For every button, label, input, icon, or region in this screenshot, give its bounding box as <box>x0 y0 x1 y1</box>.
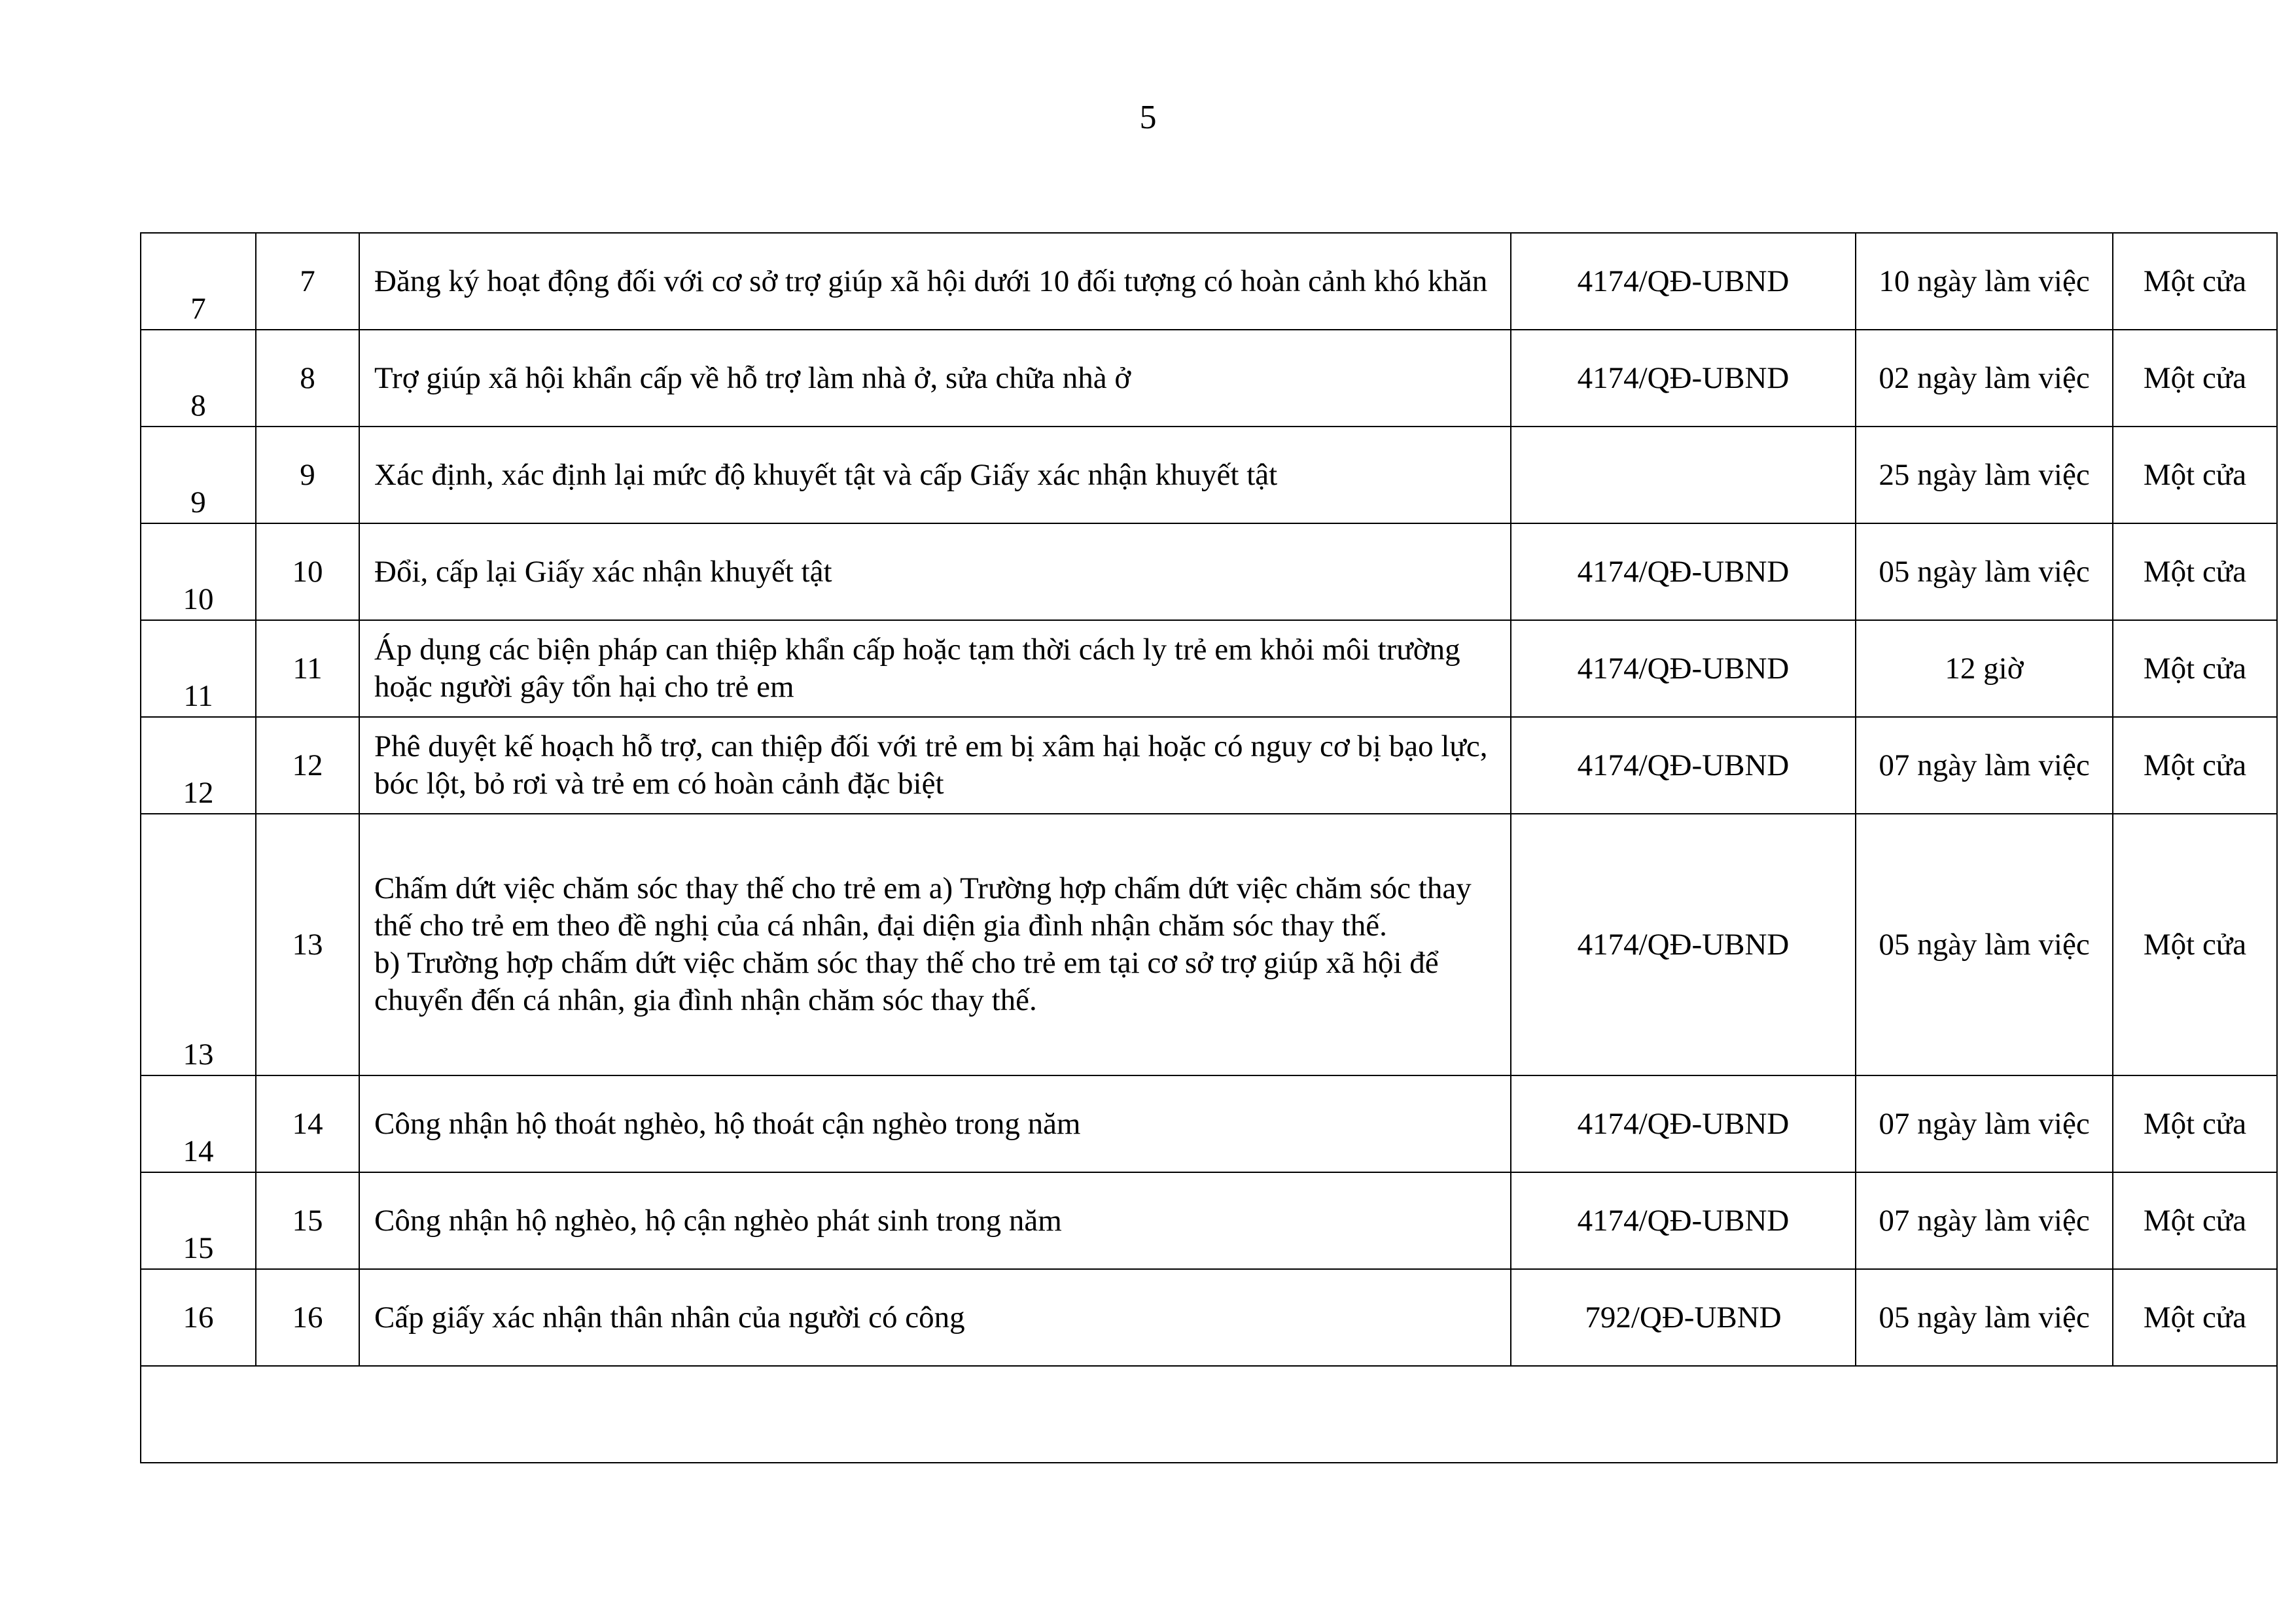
page-number: 5 <box>1139 99 1157 136</box>
processing-time: 07 ngày làm việc <box>1856 717 2113 814</box>
processing-mode: Một cửa <box>2113 523 2277 620</box>
processing-mode: Một cửa <box>2113 1075 2277 1172</box>
decision-number: 792/QĐ-UBND <box>1511 1269 1856 1366</box>
processing-time: 10 ngày làm việc <box>1856 233 2113 330</box>
table-row <box>141 523 2277 620</box>
table-row <box>141 330 2277 427</box>
row-index: 11 <box>141 620 256 717</box>
processing-mode: Một cửa <box>2113 1172 2277 1269</box>
table-row <box>141 427 2277 523</box>
procedure-name-line: Công nhận hộ thoát nghèo, hộ thoát cận nghèo trong năm <box>374 1106 1081 1141</box>
row-index: 12 <box>141 717 256 814</box>
processing-time: 07 ngày làm việc <box>1856 1075 2113 1172</box>
processing-mode: Một cửa <box>2113 717 2277 814</box>
procedure-name <box>359 427 1511 523</box>
processing-time: 25 ngày làm việc <box>1856 427 2113 523</box>
row-index: 14 <box>141 1075 256 1172</box>
procedure-name-line: Chấm dứt việc chăm sóc thay thế cho trẻ em a) Trường hợp chấm dứt việc chăm sóc thay thế cho trẻ em theo đề nghị của cá nhân, đại diện gia đình nhận chăm sóc thay thế. <box>374 871 1472 943</box>
table-row <box>141 1075 2277 1172</box>
procedure-number: 11 <box>256 620 359 717</box>
table-row <box>141 814 2277 1075</box>
empty-merged-cell <box>141 1366 2277 1463</box>
procedure-name <box>359 1075 1511 1172</box>
processing-time: 05 ngày làm việc <box>1856 523 2113 620</box>
processing-time: 07 ngày làm việc <box>1856 1172 2113 1269</box>
empty-table-row <box>141 1366 2277 1463</box>
procedure-name <box>359 717 1511 814</box>
decision-number: 4174/QĐ-UBND <box>1511 523 1856 620</box>
procedure-name <box>359 1269 1511 1366</box>
procedure-name <box>359 233 1511 330</box>
table-row <box>141 1172 2277 1269</box>
procedure-name <box>359 620 1511 717</box>
decision-number: 4174/QĐ-UBND <box>1511 330 1856 427</box>
processing-mode: Một cửa <box>2113 814 2277 1075</box>
procedure-name-line: Phê duyệt kế hoạch hỗ trợ, can thiệp đối với trẻ em bị xâm hại hoặc có nguy cơ bị bạo lực, bóc lột, bỏ rơi và trẻ em có hoàn cảnh đặc biệt <box>374 729 1488 801</box>
procedure-name-line: Đổi, cấp lại Giấy xác nhận khuyết tật <box>374 554 832 589</box>
decision-number: 4174/QĐ-UBND <box>1511 717 1856 814</box>
processing-mode: Một cửa <box>2113 1269 2277 1366</box>
processing-time: 12 giờ <box>1856 620 2113 717</box>
procedure-name <box>359 523 1511 620</box>
procedure-number: 16 <box>256 1269 359 1366</box>
decision-number <box>1511 427 1856 523</box>
procedure-name-line: Áp dụng các biện pháp can thiệp khẩn cấp hoặc tạm thời cách ly trẻ em khỏi môi trường hoặc người gây tổn hại cho trẻ em <box>374 633 1460 704</box>
procedure-name-line: Công nhận hộ nghèo, hộ cận nghèo phát sinh trong năm <box>374 1203 1062 1238</box>
processing-time: 02 ngày làm việc <box>1856 330 2113 427</box>
procedure-number: 8 <box>256 330 359 427</box>
decision-number: 4174/QĐ-UBND <box>1511 1075 1856 1172</box>
procedure-number: 12 <box>256 717 359 814</box>
procedure-number: 14 <box>256 1075 359 1172</box>
procedure-name <box>359 1172 1511 1269</box>
row-index: 15 <box>141 1172 256 1269</box>
table-row <box>141 1269 2277 1366</box>
row-index: 8 <box>141 330 256 427</box>
procedure-name-line: Đăng ký hoạt động đối với cơ sở trợ giúp xã hội dưới 10 đối tượng có hoàn cảnh khó khăn <box>374 264 1488 298</box>
procedure-number: 10 <box>256 523 359 620</box>
processing-mode: Một cửa <box>2113 330 2277 427</box>
row-index: 16 <box>141 1269 256 1366</box>
procedure-name-line: b) Trường hợp chấm dứt việc chăm sóc thay thế cho trẻ em tại cơ sở trợ giúp xã hội để chuyển đến cá nhân, gia đình nhận chăm sóc thay thế. <box>374 946 1439 1017</box>
table-row <box>141 233 2277 330</box>
procedure-number: 15 <box>256 1172 359 1269</box>
procedure-name-line: Xác định, xác định lại mức độ khuyết tật và cấp Giấy xác nhận khuyết tật <box>374 457 1278 492</box>
decision-number: 4174/QĐ-UBND <box>1511 814 1856 1075</box>
procedure-name-line: Trợ giúp xã hội khẩn cấp về hỗ trợ làm nhà ở, sửa chữa nhà ở <box>374 360 1131 395</box>
row-index: 13 <box>141 814 256 1075</box>
procedure-name-line: Cấp giấy xác nhận thân nhân của người có công <box>374 1300 965 1335</box>
procedure-number: 13 <box>256 814 359 1075</box>
processing-mode: Một cửa <box>2113 620 2277 717</box>
processing-time: 05 ngày làm việc <box>1856 1269 2113 1366</box>
row-index: 7 <box>141 233 256 330</box>
procedure-number: 7 <box>256 233 359 330</box>
procedure-name <box>359 330 1511 427</box>
table-row <box>141 717 2277 814</box>
procedure-name <box>359 814 1511 1075</box>
processing-mode: Một cửa <box>2113 233 2277 330</box>
row-index: 10 <box>141 523 256 620</box>
decision-number: 4174/QĐ-UBND <box>1511 1172 1856 1269</box>
procedure-number: 9 <box>256 427 359 523</box>
row-index: 9 <box>141 427 256 523</box>
processing-mode: Một cửa <box>2113 427 2277 523</box>
decision-number: 4174/QĐ-UBND <box>1511 233 1856 330</box>
processing-time: 05 ngày làm việc <box>1856 814 2113 1075</box>
procedures-table <box>140 232 2278 1463</box>
table-row <box>141 620 2277 717</box>
decision-number: 4174/QĐ-UBND <box>1511 620 1856 717</box>
